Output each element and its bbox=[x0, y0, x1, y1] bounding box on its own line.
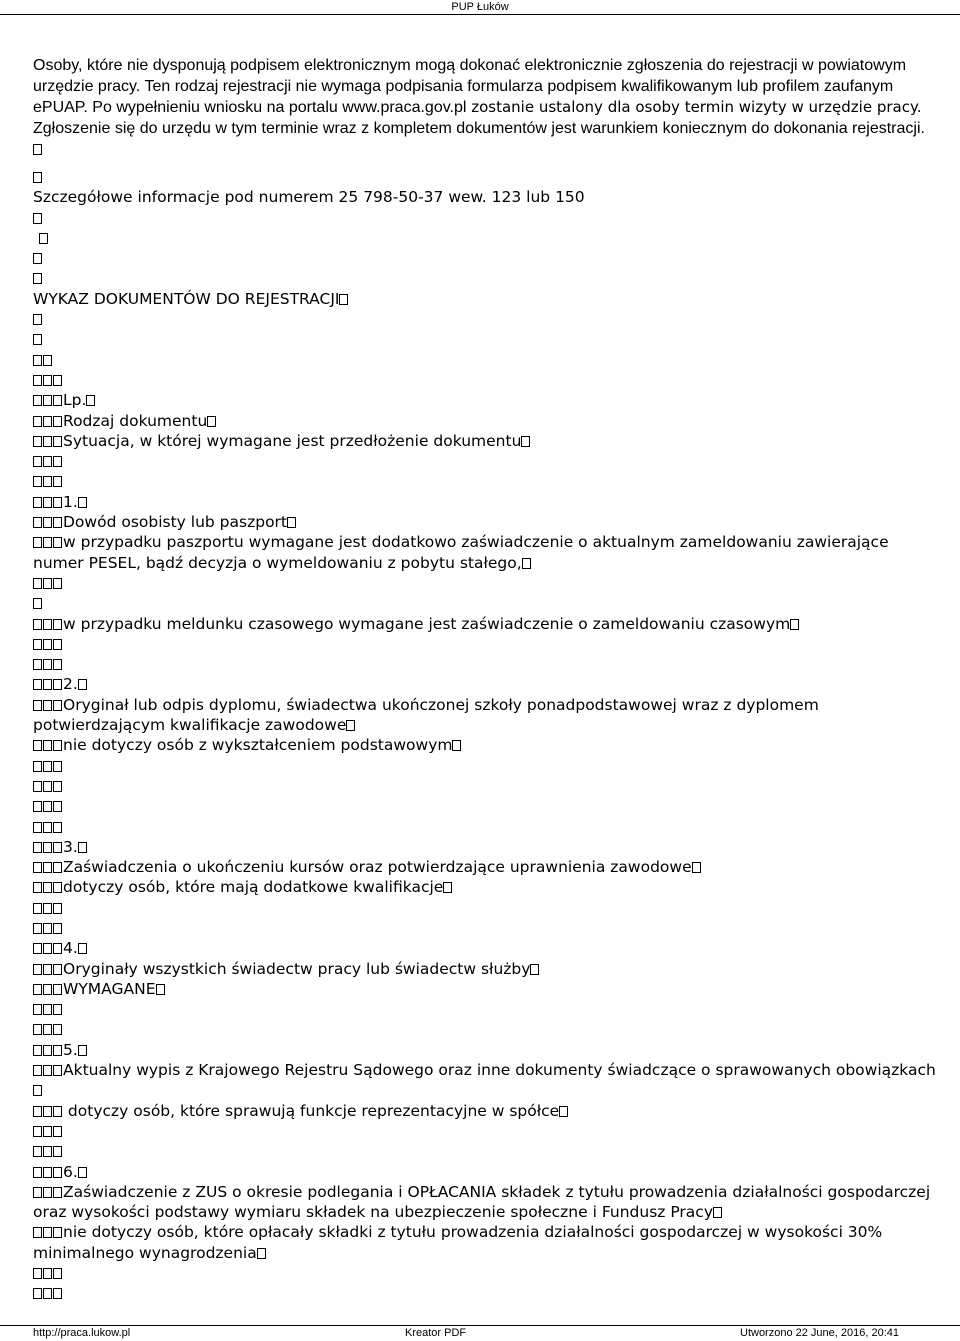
document-line bbox=[33, 817, 938, 837]
missing-glyph-box-icon bbox=[33, 1065, 42, 1076]
missing-glyph-box-icon bbox=[33, 1106, 42, 1117]
missing-glyph-box-icon bbox=[33, 923, 42, 934]
missing-glyph-box-icon bbox=[53, 497, 62, 508]
missing-glyph-box-icon bbox=[78, 497, 87, 508]
document-line bbox=[33, 1019, 938, 1039]
missing-glyph-box-icon bbox=[53, 923, 62, 934]
document-lines bbox=[33, 167, 938, 1304]
missing-glyph-box-icon bbox=[33, 1288, 42, 1299]
missing-glyph-box-icon bbox=[43, 497, 52, 508]
missing-glyph-box-icon bbox=[43, 456, 52, 467]
document-line bbox=[33, 1182, 938, 1223]
missing-glyph-box-icon bbox=[339, 294, 348, 305]
missing-glyph-box-icon bbox=[443, 882, 452, 893]
missing-glyph-box-icon bbox=[43, 923, 52, 934]
missing-glyph-box-icon bbox=[33, 740, 42, 751]
document-line bbox=[33, 877, 938, 897]
missing-glyph-box-icon bbox=[33, 964, 42, 975]
document-line bbox=[33, 248, 938, 268]
missing-glyph-box-icon bbox=[43, 984, 52, 995]
missing-glyph-box-icon bbox=[43, 882, 52, 893]
missing-glyph-box-icon bbox=[53, 679, 62, 690]
missing-glyph-box-icon bbox=[53, 1065, 62, 1076]
document-line bbox=[33, 593, 938, 613]
missing-glyph-box-icon bbox=[53, 700, 62, 711]
document-line-text: Dowód osobisty lub paszport bbox=[63, 513, 288, 532]
document-line bbox=[33, 837, 938, 857]
missing-glyph-box-icon bbox=[86, 395, 95, 406]
document-line-text: Oryginał lub odpis dyplomu, świadectwa ukończonej szkoły ponadpodstawowej wraz z dyplomem potwierdzającym kwalifikacje zawodowe bbox=[33, 695, 824, 735]
missing-glyph-box-icon bbox=[43, 903, 52, 914]
missing-glyph-box-icon bbox=[43, 740, 52, 751]
document-line bbox=[33, 512, 938, 532]
document-line-text: WYKAZ DOKUMENTÓW DO REJESTRACJI bbox=[33, 289, 340, 308]
document-line-text: Aktualny wypis z Krajowego Rejestru Sądowego oraz inne dokumenty świadczące o sprawowanych obowiązkach bbox=[63, 1061, 936, 1080]
missing-glyph-box-icon bbox=[33, 700, 42, 711]
missing-glyph-box-icon bbox=[78, 1167, 87, 1178]
missing-glyph-box-icon bbox=[43, 822, 52, 833]
footer-url: http://praca.lukow.pl bbox=[33, 1327, 131, 1339]
missing-glyph-box-icon bbox=[33, 984, 42, 995]
missing-glyph-box-icon bbox=[43, 700, 52, 711]
missing-glyph-box-icon bbox=[43, 659, 52, 670]
missing-glyph-box-icon bbox=[43, 436, 52, 447]
document-line-text: dotyczy osób, które mają dodatkowe kwalifikacje bbox=[63, 878, 444, 897]
missing-glyph-box-icon bbox=[33, 172, 42, 183]
document-line-text: Zaświadczenia o ukończeniu kursów oraz potwierdzające uprawnienia zawodowe bbox=[63, 858, 692, 877]
missing-glyph-box-icon bbox=[43, 761, 52, 772]
document-line bbox=[33, 350, 938, 370]
document-line bbox=[33, 857, 938, 877]
missing-glyph-box-icon bbox=[53, 639, 62, 650]
missing-glyph-box-icon bbox=[53, 476, 62, 487]
missing-glyph-box-icon bbox=[33, 761, 42, 772]
document-line-text: Szczegółowe informacje pod numerem 25 798-50-37 wew. 123 lub 150 bbox=[33, 188, 585, 207]
document-line bbox=[33, 187, 938, 207]
missing-glyph-box-icon bbox=[33, 1126, 42, 1137]
missing-glyph-box-icon bbox=[530, 964, 539, 975]
missing-glyph-box-icon bbox=[33, 842, 42, 853]
document-line bbox=[33, 573, 938, 593]
document-line bbox=[33, 1263, 938, 1283]
missing-glyph-box-icon bbox=[33, 882, 42, 893]
document-line bbox=[33, 776, 938, 796]
missing-glyph-box-icon bbox=[33, 1268, 42, 1279]
document-line-text: w przypadku paszportu wymagane jest dodatkowo zaświadczenie o aktualnym zameldowaniu zawierające numer PESEL, bądź decyzja o wymeldowaniu z pobytu stałego, bbox=[33, 533, 894, 572]
document-line bbox=[33, 329, 938, 349]
document-line bbox=[33, 228, 938, 248]
missing-glyph-box-icon bbox=[53, 1268, 62, 1279]
missing-glyph-box-icon bbox=[287, 517, 296, 528]
document-line bbox=[33, 654, 938, 674]
missing-glyph-box-icon bbox=[78, 842, 87, 853]
missing-glyph-box-icon bbox=[33, 314, 42, 325]
missing-glyph-box-icon bbox=[207, 416, 216, 427]
missing-glyph-box-icon bbox=[33, 1167, 42, 1178]
document-line bbox=[33, 492, 938, 512]
missing-glyph-box-icon bbox=[33, 903, 42, 914]
missing-glyph-box-icon bbox=[53, 740, 62, 751]
missing-glyph-box-icon bbox=[43, 1106, 52, 1117]
missing-glyph-box-icon bbox=[43, 781, 52, 792]
missing-glyph-box-icon bbox=[53, 1126, 62, 1137]
missing-glyph-box-icon bbox=[257, 1248, 266, 1259]
document-line bbox=[33, 1101, 938, 1121]
footer-divider bbox=[0, 1325, 960, 1326]
missing-glyph-box-icon bbox=[156, 984, 165, 995]
missing-glyph-box-icon bbox=[33, 537, 42, 548]
missing-glyph-box-icon bbox=[53, 517, 62, 528]
missing-glyph-box-icon bbox=[33, 476, 42, 487]
missing-glyph-box-icon bbox=[53, 1187, 62, 1198]
missing-glyph-box-icon bbox=[53, 1227, 62, 1238]
missing-glyph-box-icon bbox=[43, 517, 52, 528]
document-line bbox=[33, 390, 938, 410]
missing-glyph-box-icon bbox=[43, 619, 52, 630]
missing-glyph-box-icon bbox=[53, 1288, 62, 1299]
document-line-text: Lp. bbox=[63, 391, 87, 410]
document-line-text: Sytuacja, w której wymagane jest przedłożenie dokumentu bbox=[63, 431, 522, 450]
missing-glyph-box-icon bbox=[692, 862, 701, 873]
missing-glyph-box-icon bbox=[33, 1085, 42, 1096]
document-line bbox=[33, 674, 938, 694]
missing-glyph-box-icon bbox=[33, 619, 42, 630]
missing-glyph-box-icon bbox=[33, 456, 42, 467]
document-line bbox=[33, 918, 938, 938]
document-line bbox=[33, 735, 938, 755]
missing-glyph-box-icon bbox=[33, 862, 42, 873]
document-line bbox=[33, 1060, 938, 1101]
missing-glyph-box-icon bbox=[33, 213, 42, 224]
missing-glyph-box-icon bbox=[53, 1106, 62, 1117]
missing-glyph-box-icon bbox=[53, 619, 62, 630]
missing-glyph-box-icon bbox=[33, 1045, 42, 1056]
missing-glyph-box-icon bbox=[43, 801, 52, 812]
missing-glyph-box-icon bbox=[33, 598, 42, 609]
missing-glyph-box-icon bbox=[53, 984, 62, 995]
missing-glyph-box-icon bbox=[53, 578, 62, 589]
missing-glyph-box-icon bbox=[33, 273, 42, 284]
missing-glyph-box-icon bbox=[78, 679, 87, 690]
missing-glyph-box-icon bbox=[53, 1024, 62, 1035]
document-line-text: 3. bbox=[63, 837, 78, 856]
missing-glyph-box-icon bbox=[53, 822, 62, 833]
document-line bbox=[33, 695, 938, 736]
intro-text-3: Zgłoszenie się do urzędu w tym terminie wraz z kompletem dokumentów jest warunkiem koniecznym do dokonania rejestracji. bbox=[33, 120, 925, 137]
missing-glyph-box-icon bbox=[43, 416, 52, 427]
missing-glyph-box-icon bbox=[53, 882, 62, 893]
document-line bbox=[33, 898, 938, 918]
missing-glyph-box-icon bbox=[346, 720, 355, 731]
intro-text-1: Osoby, które nie dysponują podpisem elektronicznym mogą dokonać elektronicznie zgłoszenia do rejestracji w powiatowym urzędzie pracy. Ten rodzaj rejestracji nie wymaga podpisania formularza podpisem kwalifikowanym lub profilem zaufanym ePUAP. Po wypełnieniu wniosku na portalu www.praca.gov.pl bbox=[33, 57, 907, 116]
document-line-text: Rodzaj dokumentu bbox=[63, 411, 208, 430]
document-line bbox=[33, 451, 938, 471]
document-line bbox=[33, 1283, 938, 1303]
document-line-text: nie dotyczy osób, które opłacały składki z tytułu prowadzenia działalności gospodarczej w wysokości 30% minimalnego wynagrodzenia bbox=[33, 1223, 888, 1262]
missing-glyph-box-icon bbox=[559, 1106, 568, 1117]
missing-glyph-box-icon bbox=[43, 1268, 52, 1279]
missing-glyph-box-icon bbox=[78, 1045, 87, 1056]
document-line-text: Zaświadczenie z ZUS o okresie podlegania i OPŁACANIA składek z tytułu prowadzenia działalności gospodarczej oraz wysokości podstawy wymiaru składek na ubezpieczenie społeczne i Fundusz Pracy bbox=[33, 1182, 936, 1222]
document-line-text: nie dotyczy osób z wykształceniem podstawowym bbox=[63, 736, 453, 755]
missing-glyph-box-icon bbox=[33, 253, 42, 264]
missing-glyph-box-icon bbox=[53, 964, 62, 975]
missing-glyph-box-icon bbox=[33, 639, 42, 650]
missing-glyph-box-icon bbox=[53, 862, 62, 873]
missing-glyph-box-icon bbox=[53, 659, 62, 670]
missing-glyph-box-icon bbox=[713, 1207, 722, 1218]
missing-glyph-box-icon bbox=[53, 1004, 62, 1015]
missing-glyph-box-icon bbox=[43, 943, 52, 954]
missing-glyph-box-icon bbox=[522, 558, 531, 569]
missing-glyph-box-icon bbox=[33, 1187, 42, 1198]
missing-glyph-box-icon bbox=[33, 395, 42, 406]
document-line bbox=[33, 796, 938, 816]
page-header-title: PUP Łuków bbox=[451, 1, 509, 13]
missing-glyph-box-icon bbox=[43, 679, 52, 690]
document-line bbox=[33, 938, 938, 958]
missing-glyph-box-icon bbox=[53, 436, 62, 447]
missing-glyph-box-icon bbox=[43, 1288, 52, 1299]
missing-glyph-box-icon bbox=[33, 1146, 42, 1157]
document-line-text: 2. bbox=[63, 675, 78, 694]
missing-glyph-box-icon bbox=[43, 578, 52, 589]
document-line bbox=[33, 614, 938, 634]
intro-paragraph bbox=[33, 55, 933, 160]
document-line bbox=[33, 1040, 938, 1060]
missing-glyph-box-icon bbox=[53, 761, 62, 772]
missing-glyph-box-icon bbox=[33, 144, 42, 155]
document-line bbox=[33, 1121, 938, 1141]
document-line-text: 5. bbox=[63, 1040, 78, 1059]
missing-glyph-box-icon bbox=[43, 355, 52, 366]
missing-glyph-box-icon bbox=[43, 1045, 52, 1056]
missing-glyph-box-icon bbox=[33, 1024, 42, 1035]
missing-glyph-box-icon bbox=[53, 943, 62, 954]
header-divider bbox=[0, 14, 960, 15]
missing-glyph-box-icon bbox=[53, 903, 62, 914]
footer-created-date: Utworzono 22 June, 2016, 20:41 bbox=[740, 1327, 900, 1339]
document-line bbox=[33, 208, 938, 228]
missing-glyph-box-icon bbox=[53, 1146, 62, 1157]
document-line bbox=[33, 959, 938, 979]
missing-glyph-box-icon bbox=[53, 456, 62, 467]
missing-glyph-box-icon bbox=[33, 497, 42, 508]
document-line bbox=[33, 431, 938, 451]
missing-glyph-box-icon bbox=[33, 659, 42, 670]
missing-glyph-box-icon bbox=[43, 1187, 52, 1198]
document-line bbox=[33, 471, 938, 491]
document-line bbox=[33, 979, 938, 999]
missing-glyph-box-icon bbox=[43, 1227, 52, 1238]
missing-glyph-box-icon bbox=[53, 395, 62, 406]
missing-glyph-box-icon bbox=[53, 1045, 62, 1056]
missing-glyph-box-icon bbox=[43, 639, 52, 650]
missing-glyph-box-icon bbox=[39, 233, 48, 244]
intro-text-2: zostanie ustalony dla osoby termin wizyty w urzędzie pracy. bbox=[466, 98, 922, 116]
missing-glyph-box-icon bbox=[33, 781, 42, 792]
missing-glyph-box-icon bbox=[452, 740, 461, 751]
missing-glyph-box-icon bbox=[53, 537, 62, 548]
missing-glyph-box-icon bbox=[33, 822, 42, 833]
document-line bbox=[33, 1141, 938, 1161]
missing-glyph-box-icon bbox=[33, 1004, 42, 1015]
missing-glyph-box-icon bbox=[33, 943, 42, 954]
document-line bbox=[33, 411, 938, 431]
document-line-text: Oryginały wszystkich świadectw pracy lub świadectw służby bbox=[63, 959, 531, 978]
document-line-text: dotyczy osób, które sprawują funkcje reprezentacyjne w spółce bbox=[63, 1101, 560, 1120]
missing-glyph-box-icon bbox=[33, 416, 42, 427]
missing-glyph-box-icon bbox=[33, 375, 42, 386]
missing-glyph-box-icon bbox=[78, 943, 87, 954]
document-line bbox=[33, 756, 938, 776]
missing-glyph-box-icon bbox=[43, 476, 52, 487]
missing-glyph-box-icon bbox=[43, 1065, 52, 1076]
missing-glyph-box-icon bbox=[53, 801, 62, 812]
missing-glyph-box-icon bbox=[43, 537, 52, 548]
missing-glyph-box-icon bbox=[33, 578, 42, 589]
missing-glyph-box-icon bbox=[33, 517, 42, 528]
missing-glyph-box-icon bbox=[43, 395, 52, 406]
footer-generator: Kreator PDF bbox=[405, 1327, 467, 1339]
missing-glyph-box-icon bbox=[53, 1167, 62, 1178]
missing-glyph-box-icon bbox=[790, 619, 799, 630]
missing-glyph-box-icon bbox=[43, 1024, 52, 1035]
missing-glyph-box-icon bbox=[43, 1146, 52, 1157]
document-line bbox=[33, 634, 938, 654]
missing-glyph-box-icon bbox=[53, 842, 62, 853]
missing-glyph-box-icon bbox=[43, 375, 52, 386]
missing-glyph-box-icon bbox=[43, 842, 52, 853]
missing-glyph-box-icon bbox=[33, 334, 42, 345]
document-line bbox=[33, 370, 938, 390]
document-line bbox=[33, 289, 938, 309]
document-line-text: 1. bbox=[63, 492, 78, 511]
missing-glyph-box-icon bbox=[33, 436, 42, 447]
document-line bbox=[33, 1162, 938, 1182]
missing-glyph-box-icon bbox=[53, 416, 62, 427]
missing-glyph-box-icon bbox=[53, 781, 62, 792]
missing-glyph-box-icon bbox=[33, 355, 42, 366]
missing-glyph-box-icon bbox=[33, 1227, 42, 1238]
document-line bbox=[33, 309, 938, 329]
intro-glyph-boxes bbox=[33, 141, 43, 158]
missing-glyph-box-icon bbox=[43, 1126, 52, 1137]
document-line bbox=[33, 167, 938, 187]
document-line-text: 6. bbox=[63, 1162, 78, 1181]
document-line bbox=[33, 999, 938, 1019]
missing-glyph-box-icon bbox=[43, 964, 52, 975]
document-line-text: w przypadku meldunku czasowego wymagane jest zaświadczenie o zameldowaniu czasowym bbox=[63, 614, 791, 633]
missing-glyph-box-icon bbox=[43, 1004, 52, 1015]
document-line bbox=[33, 532, 938, 573]
missing-glyph-box-icon bbox=[53, 375, 62, 386]
missing-glyph-box-icon bbox=[521, 436, 530, 447]
document-line-text: WYMAGANE bbox=[63, 979, 156, 998]
document-line bbox=[33, 268, 938, 288]
missing-glyph-box-icon bbox=[43, 1167, 52, 1178]
document-line bbox=[33, 1222, 938, 1263]
missing-glyph-box-icon bbox=[33, 679, 42, 690]
document-line-text: 4. bbox=[63, 939, 78, 958]
missing-glyph-box-icon bbox=[33, 801, 42, 812]
missing-glyph-box-icon bbox=[43, 862, 52, 873]
